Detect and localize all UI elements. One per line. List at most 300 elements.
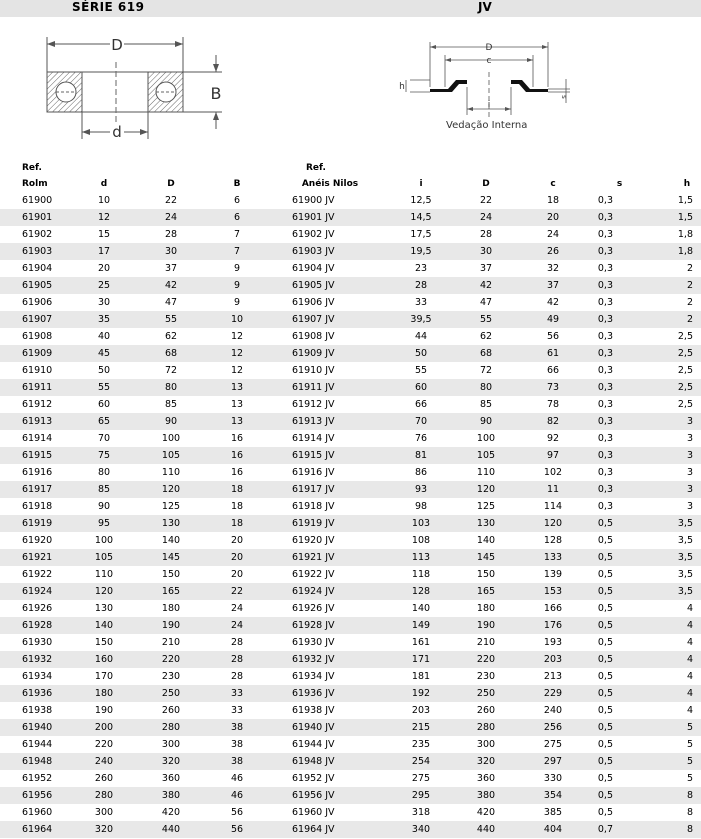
cell-i: 275	[390, 770, 452, 787]
table-row	[0, 532, 701, 549]
cell-aneis-nilos: 61919 JV	[270, 515, 390, 532]
cell-D: 190	[138, 617, 204, 634]
cell-h: 3	[653, 464, 701, 481]
cell-i: 108	[390, 532, 452, 549]
cell-d: 50	[70, 362, 138, 379]
cell-c: 330	[520, 770, 586, 787]
cell-D-jv: 190	[452, 617, 520, 634]
cell-B: 38	[204, 736, 270, 753]
cell-rolm: 61917	[0, 481, 70, 498]
dim-c-label-jv: c	[486, 56, 492, 66]
cell-D: 110	[138, 464, 204, 481]
cell-i: 70	[390, 413, 452, 430]
cell-D: 320	[138, 753, 204, 770]
cell-D: 420	[138, 804, 204, 821]
table-row	[0, 447, 701, 464]
table-row	[0, 277, 701, 294]
cell-aneis-nilos: 61921 JV	[270, 549, 390, 566]
cell-d: 320	[70, 821, 138, 838]
cell-d: 150	[70, 634, 138, 651]
cell-h: 5	[653, 736, 701, 753]
cell-h: 3,5	[653, 566, 701, 583]
cell-D-jv: 145	[452, 549, 520, 566]
cell-D-jv: 22	[452, 192, 520, 209]
cell-D-jv: 440	[452, 821, 520, 838]
table-row	[0, 396, 701, 413]
series-title: SÉRIE 619	[72, 0, 145, 14]
cell-rolm: 61916	[0, 464, 70, 481]
cell-B: 18	[204, 498, 270, 515]
cell-h: 2,5	[653, 345, 701, 362]
cell-h: 2	[653, 277, 701, 294]
cell-s: 0,3	[586, 192, 653, 209]
table-row	[0, 634, 701, 651]
cell-h: 3	[653, 413, 701, 430]
cell-i: 118	[390, 566, 452, 583]
table-row	[0, 736, 701, 753]
col-h: h	[683, 179, 691, 189]
table-row	[0, 549, 701, 566]
table-row	[0, 498, 701, 515]
cell-d: 17	[70, 243, 138, 260]
cell-c: 24	[520, 226, 586, 243]
cell-D-jv: 80	[452, 379, 520, 396]
cell-B: 33	[204, 685, 270, 702]
cell-rolm: 61920	[0, 532, 70, 549]
cell-D: 42	[138, 277, 204, 294]
cell-rolm: 61930	[0, 634, 70, 651]
cell-aneis-nilos: 61918 JV	[270, 498, 390, 515]
cell-h: 5	[653, 753, 701, 770]
cell-h: 5	[653, 719, 701, 736]
cell-rolm: 61906	[0, 294, 70, 311]
cell-rolm: 61940	[0, 719, 70, 736]
cell-h: 3	[653, 481, 701, 498]
cell-i: 17,5	[390, 226, 452, 243]
table-row	[0, 787, 701, 804]
cell-h: 4	[653, 651, 701, 668]
cell-d: 105	[70, 549, 138, 566]
cell-i: 149	[390, 617, 452, 634]
cell-aneis-nilos: 61911 JV	[270, 379, 390, 396]
cell-aneis-nilos: 61909 JV	[270, 345, 390, 362]
cell-h: 3	[653, 430, 701, 447]
cell-c: 66	[520, 362, 586, 379]
cell-B: 38	[204, 719, 270, 736]
cell-d: 10	[70, 192, 138, 209]
cell-c: 20	[520, 209, 586, 226]
bearing-section-right	[148, 72, 183, 112]
cell-d: 55	[70, 379, 138, 396]
cell-rolm: 61932	[0, 651, 70, 668]
cell-D: 360	[138, 770, 204, 787]
table-row	[0, 702, 701, 719]
cell-rolm: 61911	[0, 379, 70, 396]
col-c: c	[550, 179, 556, 189]
cell-rolm: 61964	[0, 821, 70, 838]
cell-s: 0,5	[586, 668, 653, 685]
dim-i-label-jv: i	[487, 100, 491, 110]
col-i: i	[419, 179, 423, 189]
cell-aneis-nilos: 61906 JV	[270, 294, 390, 311]
table-row	[0, 413, 701, 430]
cell-B: 10	[204, 311, 270, 328]
cell-s: 0,5	[586, 804, 653, 821]
cell-s: 0,3	[586, 345, 653, 362]
dim-B-label: B	[210, 84, 222, 103]
jv-title: JV	[478, 0, 492, 14]
table-row	[0, 311, 701, 328]
cell-B: 56	[204, 804, 270, 821]
column-header-row	[0, 176, 701, 192]
cell-i: 19,5	[390, 243, 452, 260]
cell-i: 50	[390, 345, 452, 362]
cell-B: 6	[204, 209, 270, 226]
cell-c: 166	[520, 600, 586, 617]
cell-B: 46	[204, 787, 270, 804]
cell-i: 103	[390, 515, 452, 532]
cell-B: 24	[204, 600, 270, 617]
cell-h: 3	[653, 498, 701, 515]
cell-i: 235	[390, 736, 452, 753]
cell-c: 49	[520, 311, 586, 328]
cell-rolm: 61915	[0, 447, 70, 464]
cell-D: 85	[138, 396, 204, 413]
cell-c: 120	[520, 515, 586, 532]
cell-i: 33	[390, 294, 452, 311]
cell-aneis-nilos: 61952 JV	[270, 770, 390, 787]
cell-D: 100	[138, 430, 204, 447]
cell-h: 8	[653, 804, 701, 821]
cell-D-jv: 125	[452, 498, 520, 515]
cell-d: 60	[70, 396, 138, 413]
cell-D-jv: 30	[452, 243, 520, 260]
cell-c: 97	[520, 447, 586, 464]
cell-rolm: 61910	[0, 362, 70, 379]
cell-s: 0,3	[586, 362, 653, 379]
cell-D-jv: 140	[452, 532, 520, 549]
cell-s: 0,3	[586, 209, 653, 226]
cell-D: 37	[138, 260, 204, 277]
cell-D: 22	[138, 192, 204, 209]
cell-B: 16	[204, 447, 270, 464]
cell-s: 0,5	[586, 583, 653, 600]
cell-s: 0,5	[586, 702, 653, 719]
cell-B: 22	[204, 583, 270, 600]
bearing-diagram	[0, 17, 260, 147]
cell-rolm: 61952	[0, 770, 70, 787]
cell-rolm: 61934	[0, 668, 70, 685]
cell-h: 2	[653, 260, 701, 277]
cell-c: 133	[520, 549, 586, 566]
cell-h: 2	[653, 311, 701, 328]
cell-aneis-nilos: 61922 JV	[270, 566, 390, 583]
cell-rolm: 61908	[0, 328, 70, 345]
table-row	[0, 379, 701, 396]
cell-rolm: 61921	[0, 549, 70, 566]
cell-d: 240	[70, 753, 138, 770]
cell-d: 190	[70, 702, 138, 719]
cell-h: 5	[653, 770, 701, 787]
cell-d: 260	[70, 770, 138, 787]
table-row	[0, 464, 701, 481]
cell-d: 200	[70, 719, 138, 736]
cell-D-jv: 100	[452, 430, 520, 447]
cell-c: 193	[520, 634, 586, 651]
cell-aneis-nilos: 61932 JV	[270, 651, 390, 668]
table-row	[0, 209, 701, 226]
cell-B: 28	[204, 634, 270, 651]
cell-d: 280	[70, 787, 138, 804]
cell-h: 4	[653, 685, 701, 702]
cell-B: 7	[204, 243, 270, 260]
cell-d: 80	[70, 464, 138, 481]
cell-D-jv: 150	[452, 566, 520, 583]
col-D: D	[167, 179, 175, 189]
cell-i: 318	[390, 804, 452, 821]
cell-B: 16	[204, 464, 270, 481]
cell-c: 275	[520, 736, 586, 753]
table-row	[0, 685, 701, 702]
cell-s: 0,3	[586, 379, 653, 396]
cell-s: 0,5	[586, 515, 653, 532]
cell-B: 38	[204, 753, 270, 770]
cell-d: 70	[70, 430, 138, 447]
cell-rolm: 61912	[0, 396, 70, 413]
cell-D: 250	[138, 685, 204, 702]
bearing-section-left	[47, 72, 82, 112]
cell-rolm: 61924	[0, 583, 70, 600]
table-row	[0, 821, 701, 838]
cell-d: 300	[70, 804, 138, 821]
cell-c: 256	[520, 719, 586, 736]
cell-B: 13	[204, 396, 270, 413]
cell-D: 90	[138, 413, 204, 430]
cell-aneis-nilos: 61907 JV	[270, 311, 390, 328]
cell-s: 0,5	[586, 532, 653, 549]
cell-B: 12	[204, 328, 270, 345]
cell-aneis-nilos: 61917 JV	[270, 481, 390, 498]
col-d: d	[100, 179, 108, 189]
cell-d: 95	[70, 515, 138, 532]
cell-s: 0,5	[586, 617, 653, 634]
cell-c: 213	[520, 668, 586, 685]
cell-d: 170	[70, 668, 138, 685]
cell-D-jv: 62	[452, 328, 520, 345]
cell-h: 4	[653, 600, 701, 617]
cell-D-jv: 320	[452, 753, 520, 770]
cell-h: 2,5	[653, 328, 701, 345]
col-aneis-nilos: Anéis Nilos	[301, 179, 359, 189]
table-row	[0, 719, 701, 736]
cell-rolm: 61919	[0, 515, 70, 532]
cell-D-jv: 110	[452, 464, 520, 481]
cell-i: 161	[390, 634, 452, 651]
cell-aneis-nilos: 61905 JV	[270, 277, 390, 294]
cell-aneis-nilos: 61901 JV	[270, 209, 390, 226]
cell-D-jv: 72	[452, 362, 520, 379]
cell-d: 120	[70, 583, 138, 600]
cell-c: 229	[520, 685, 586, 702]
cell-B: 12	[204, 362, 270, 379]
cell-aneis-nilos: 61960 JV	[270, 804, 390, 821]
cell-D-jv: 220	[452, 651, 520, 668]
cell-i: 203	[390, 702, 452, 719]
cell-aneis-nilos: 61934 JV	[270, 668, 390, 685]
dim-h-label-jv: h	[399, 82, 405, 92]
cell-i: 23	[390, 260, 452, 277]
cell-B: 56	[204, 821, 270, 838]
cell-D: 62	[138, 328, 204, 345]
table-row	[0, 515, 701, 532]
cell-aneis-nilos: 61964 JV	[270, 821, 390, 838]
cell-B: 46	[204, 770, 270, 787]
table-row	[0, 481, 701, 498]
cell-D-jv: 120	[452, 481, 520, 498]
cell-i: 28	[390, 277, 452, 294]
cell-s: 0,3	[586, 311, 653, 328]
cell-h: 3,5	[653, 515, 701, 532]
cell-c: 176	[520, 617, 586, 634]
table-row	[0, 753, 701, 770]
cell-c: 11	[520, 481, 586, 498]
cell-h: 1,5	[653, 209, 701, 226]
cell-B: 9	[204, 294, 270, 311]
cell-D-jv: 280	[452, 719, 520, 736]
cell-i: 181	[390, 668, 452, 685]
cell-i: 39,5	[390, 311, 452, 328]
cell-rolm: 61905	[0, 277, 70, 294]
cell-D-jv: 230	[452, 668, 520, 685]
cell-B: 13	[204, 379, 270, 396]
cell-D: 210	[138, 634, 204, 651]
cell-d: 140	[70, 617, 138, 634]
cell-c: 37	[520, 277, 586, 294]
cell-i: 171	[390, 651, 452, 668]
cell-s: 0,5	[586, 549, 653, 566]
cell-i: 215	[390, 719, 452, 736]
table-row	[0, 243, 701, 260]
dimensions-table	[0, 160, 701, 838]
cell-h: 1,8	[653, 243, 701, 260]
table-row	[0, 583, 701, 600]
table-row	[0, 362, 701, 379]
cell-d: 220	[70, 736, 138, 753]
cell-B: 9	[204, 260, 270, 277]
cell-s: 0,5	[586, 736, 653, 753]
cell-B: 13	[204, 413, 270, 430]
cell-d: 20	[70, 260, 138, 277]
cell-B: 33	[204, 702, 270, 719]
cell-d: 75	[70, 447, 138, 464]
cell-h: 1,5	[653, 192, 701, 209]
cell-s: 0,5	[586, 600, 653, 617]
cell-D: 145	[138, 549, 204, 566]
cell-s: 0,5	[586, 566, 653, 583]
cell-B: 28	[204, 651, 270, 668]
cell-rolm: 61948	[0, 753, 70, 770]
cell-aneis-nilos: 61938 JV	[270, 702, 390, 719]
cell-aneis-nilos: 61930 JV	[270, 634, 390, 651]
seal-diagram	[390, 17, 590, 127]
cell-c: 61	[520, 345, 586, 362]
cell-c: 32	[520, 260, 586, 277]
cell-i: 12,5	[390, 192, 452, 209]
cell-c: 385	[520, 804, 586, 821]
cell-rolm: 61926	[0, 600, 70, 617]
cell-D: 24	[138, 209, 204, 226]
cell-i: 86	[390, 464, 452, 481]
table-row	[0, 294, 701, 311]
cell-h: 8	[653, 787, 701, 804]
cell-s: 0,3	[586, 260, 653, 277]
cell-c: 240	[520, 702, 586, 719]
cell-rolm: 61904	[0, 260, 70, 277]
cell-c: 203	[520, 651, 586, 668]
table-row	[0, 566, 701, 583]
cell-aneis-nilos: 61904 JV	[270, 260, 390, 277]
cell-D: 300	[138, 736, 204, 753]
col-s: s	[616, 179, 623, 189]
cell-D-jv: 55	[452, 311, 520, 328]
cell-d: 30	[70, 294, 138, 311]
cell-i: 295	[390, 787, 452, 804]
cell-aneis-nilos: 61903 JV	[270, 243, 390, 260]
cell-s: 0,3	[586, 226, 653, 243]
cell-D: 180	[138, 600, 204, 617]
cell-i: 128	[390, 583, 452, 600]
cell-h: 2,5	[653, 379, 701, 396]
cell-c: 82	[520, 413, 586, 430]
cell-B: 28	[204, 668, 270, 685]
cell-c: 139	[520, 566, 586, 583]
table-row	[0, 651, 701, 668]
dim-D-label: D	[111, 36, 123, 54]
cell-aneis-nilos: 61916 JV	[270, 464, 390, 481]
cell-s: 0,3	[586, 413, 653, 430]
cell-c: 78	[520, 396, 586, 413]
cell-c: 92	[520, 430, 586, 447]
cell-D-jv: 165	[452, 583, 520, 600]
cell-h: 1,8	[653, 226, 701, 243]
cell-D: 440	[138, 821, 204, 838]
cell-aneis-nilos: 61920 JV	[270, 532, 390, 549]
cell-d: 85	[70, 481, 138, 498]
cell-B: 7	[204, 226, 270, 243]
cell-D-jv: 250	[452, 685, 520, 702]
cell-h: 4	[653, 702, 701, 719]
cell-c: 354	[520, 787, 586, 804]
cell-h: 3,5	[653, 549, 701, 566]
cell-s: 0,3	[586, 328, 653, 345]
cell-aneis-nilos: 61914 JV	[270, 430, 390, 447]
cell-D: 28	[138, 226, 204, 243]
cell-h: 4	[653, 668, 701, 685]
cell-c: 18	[520, 192, 586, 209]
cell-i: 81	[390, 447, 452, 464]
cell-D: 47	[138, 294, 204, 311]
cell-D: 55	[138, 311, 204, 328]
cell-d: 12	[70, 209, 138, 226]
cell-B: 24	[204, 617, 270, 634]
cell-B: 20	[204, 549, 270, 566]
cell-s: 0,3	[586, 396, 653, 413]
cell-aneis-nilos: 61915 JV	[270, 447, 390, 464]
cell-rolm: 61907	[0, 311, 70, 328]
cell-D: 220	[138, 651, 204, 668]
cell-aneis-nilos: 61902 JV	[270, 226, 390, 243]
cell-s: 0,3	[586, 481, 653, 498]
